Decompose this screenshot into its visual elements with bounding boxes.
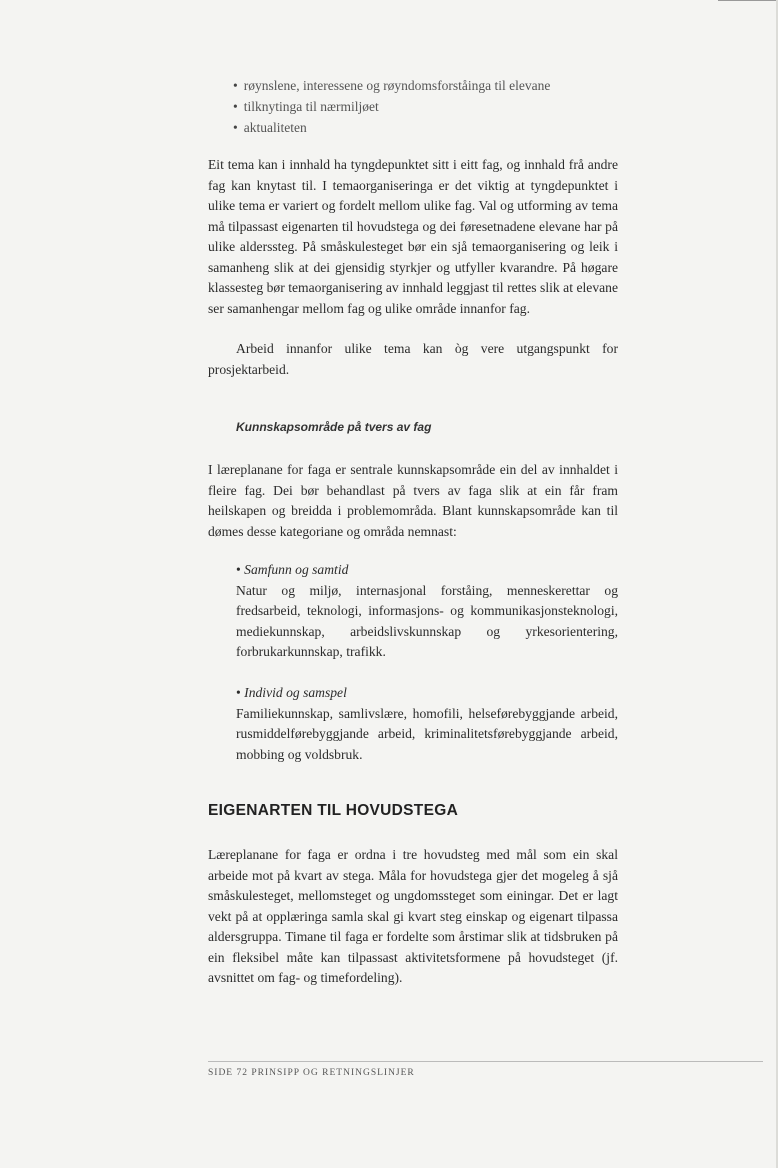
list-item: • røynslene, interessene og røyndomsforståinga til elevane — [233, 75, 550, 96]
topic-item — [236, 683, 618, 765]
page-footer: SIDE 72 PRINSIPP OG RETNINGSLINJER — [208, 1068, 415, 1078]
paragraph-project: Arbeid innanfor ulike tema kan òg vere utgangspunkt for prosjektarbeid. — [208, 341, 618, 377]
list-item: • tilknytinga til nærmiljøet — [233, 96, 550, 117]
footer-divider — [208, 1061, 763, 1062]
subheading: Kunnskapsområde på tvers av fag — [236, 420, 432, 434]
list-item: • aktualiteten — [233, 117, 550, 138]
top-bullet-list — [233, 75, 550, 138]
paragraph-knowledge-areas: I læreplanane for faga er sentrale kunnskapsområde ein del av innhaldet i fleire fag. Dei bør behandlast på tvers av faga slik at ein får fram heilskapen og breidda i problemområda. Blant kunnskapsområde kan til dømes desse kategoriane og områda nemnast: — [208, 462, 618, 539]
paragraph-main-stages: Læreplanane for faga er ordna i tre hovudsteg med mål som ein skal arbeide mot på kvart av stega. Måla for hovudstega gjer det mogeleg å sjå småskulesteget, mellomsteget og ungdomssteget som einingar. Det er lagt vekt på at opplæringa samla skal gi kvart steg einskap og eigenart tilpassa aldersgruppa. Timane til faga er fordelte som årstimar slik at tidsbruken på ein fleksibel måte kan tilpassast aktivitetsformene på hovudsteget (jf. avsnittet om fag- og timefordeling). — [208, 847, 618, 985]
paragraph-theme: Eit tema kan i innhald ha tyngdepunktet sitt i eitt fag, og innhald frå andre fag kan knytast til. I temaorganiseringa er det viktig at tyngdepunktet i ulike tema er variert og fordelt mellom ulike fag. Val og utforming av tema må tilpassast eigenarten til hovudstega og dei føresetnadene elevane har på ulike alderssteg. På småskulesteget bør ein sjå temaorganisering og leik i samanheng slik at dei gjensidig styrkjer og utfyller kvarandre. På høgare klassesteg bør temaorganisering av innhald leggjast til rettes slik at elevane ser samanhengar mellom fag og ulike område innanfor fag. — [208, 157, 618, 316]
topic-title: • Individ og samspel — [236, 683, 618, 704]
topic-title: • Samfunn og samtid — [236, 560, 618, 581]
top-edge-rule — [718, 0, 778, 1]
section-heading: EIGENARTEN TIL HOVUDSTEGA — [208, 802, 459, 819]
topic-body: Natur og miljø, internasjonal forståing, menneskerettar og fredsarbeid, teknologi, informasjons- og kommunikasjonsteknologi, mediekunnskap, arbeidslivskunnskap og yrkesorientering, forbrukarkunnskap, trafikk. — [236, 582, 618, 659]
topic-item — [236, 560, 618, 663]
topic-body: Familiekunnskap, samlivslære, homofili, helseførebyggjande arbeid, rusmiddelførebyggjande arbeid, kriminalitetsførebyggjande arbeid, mobbing og voldsbruk. — [236, 705, 618, 762]
